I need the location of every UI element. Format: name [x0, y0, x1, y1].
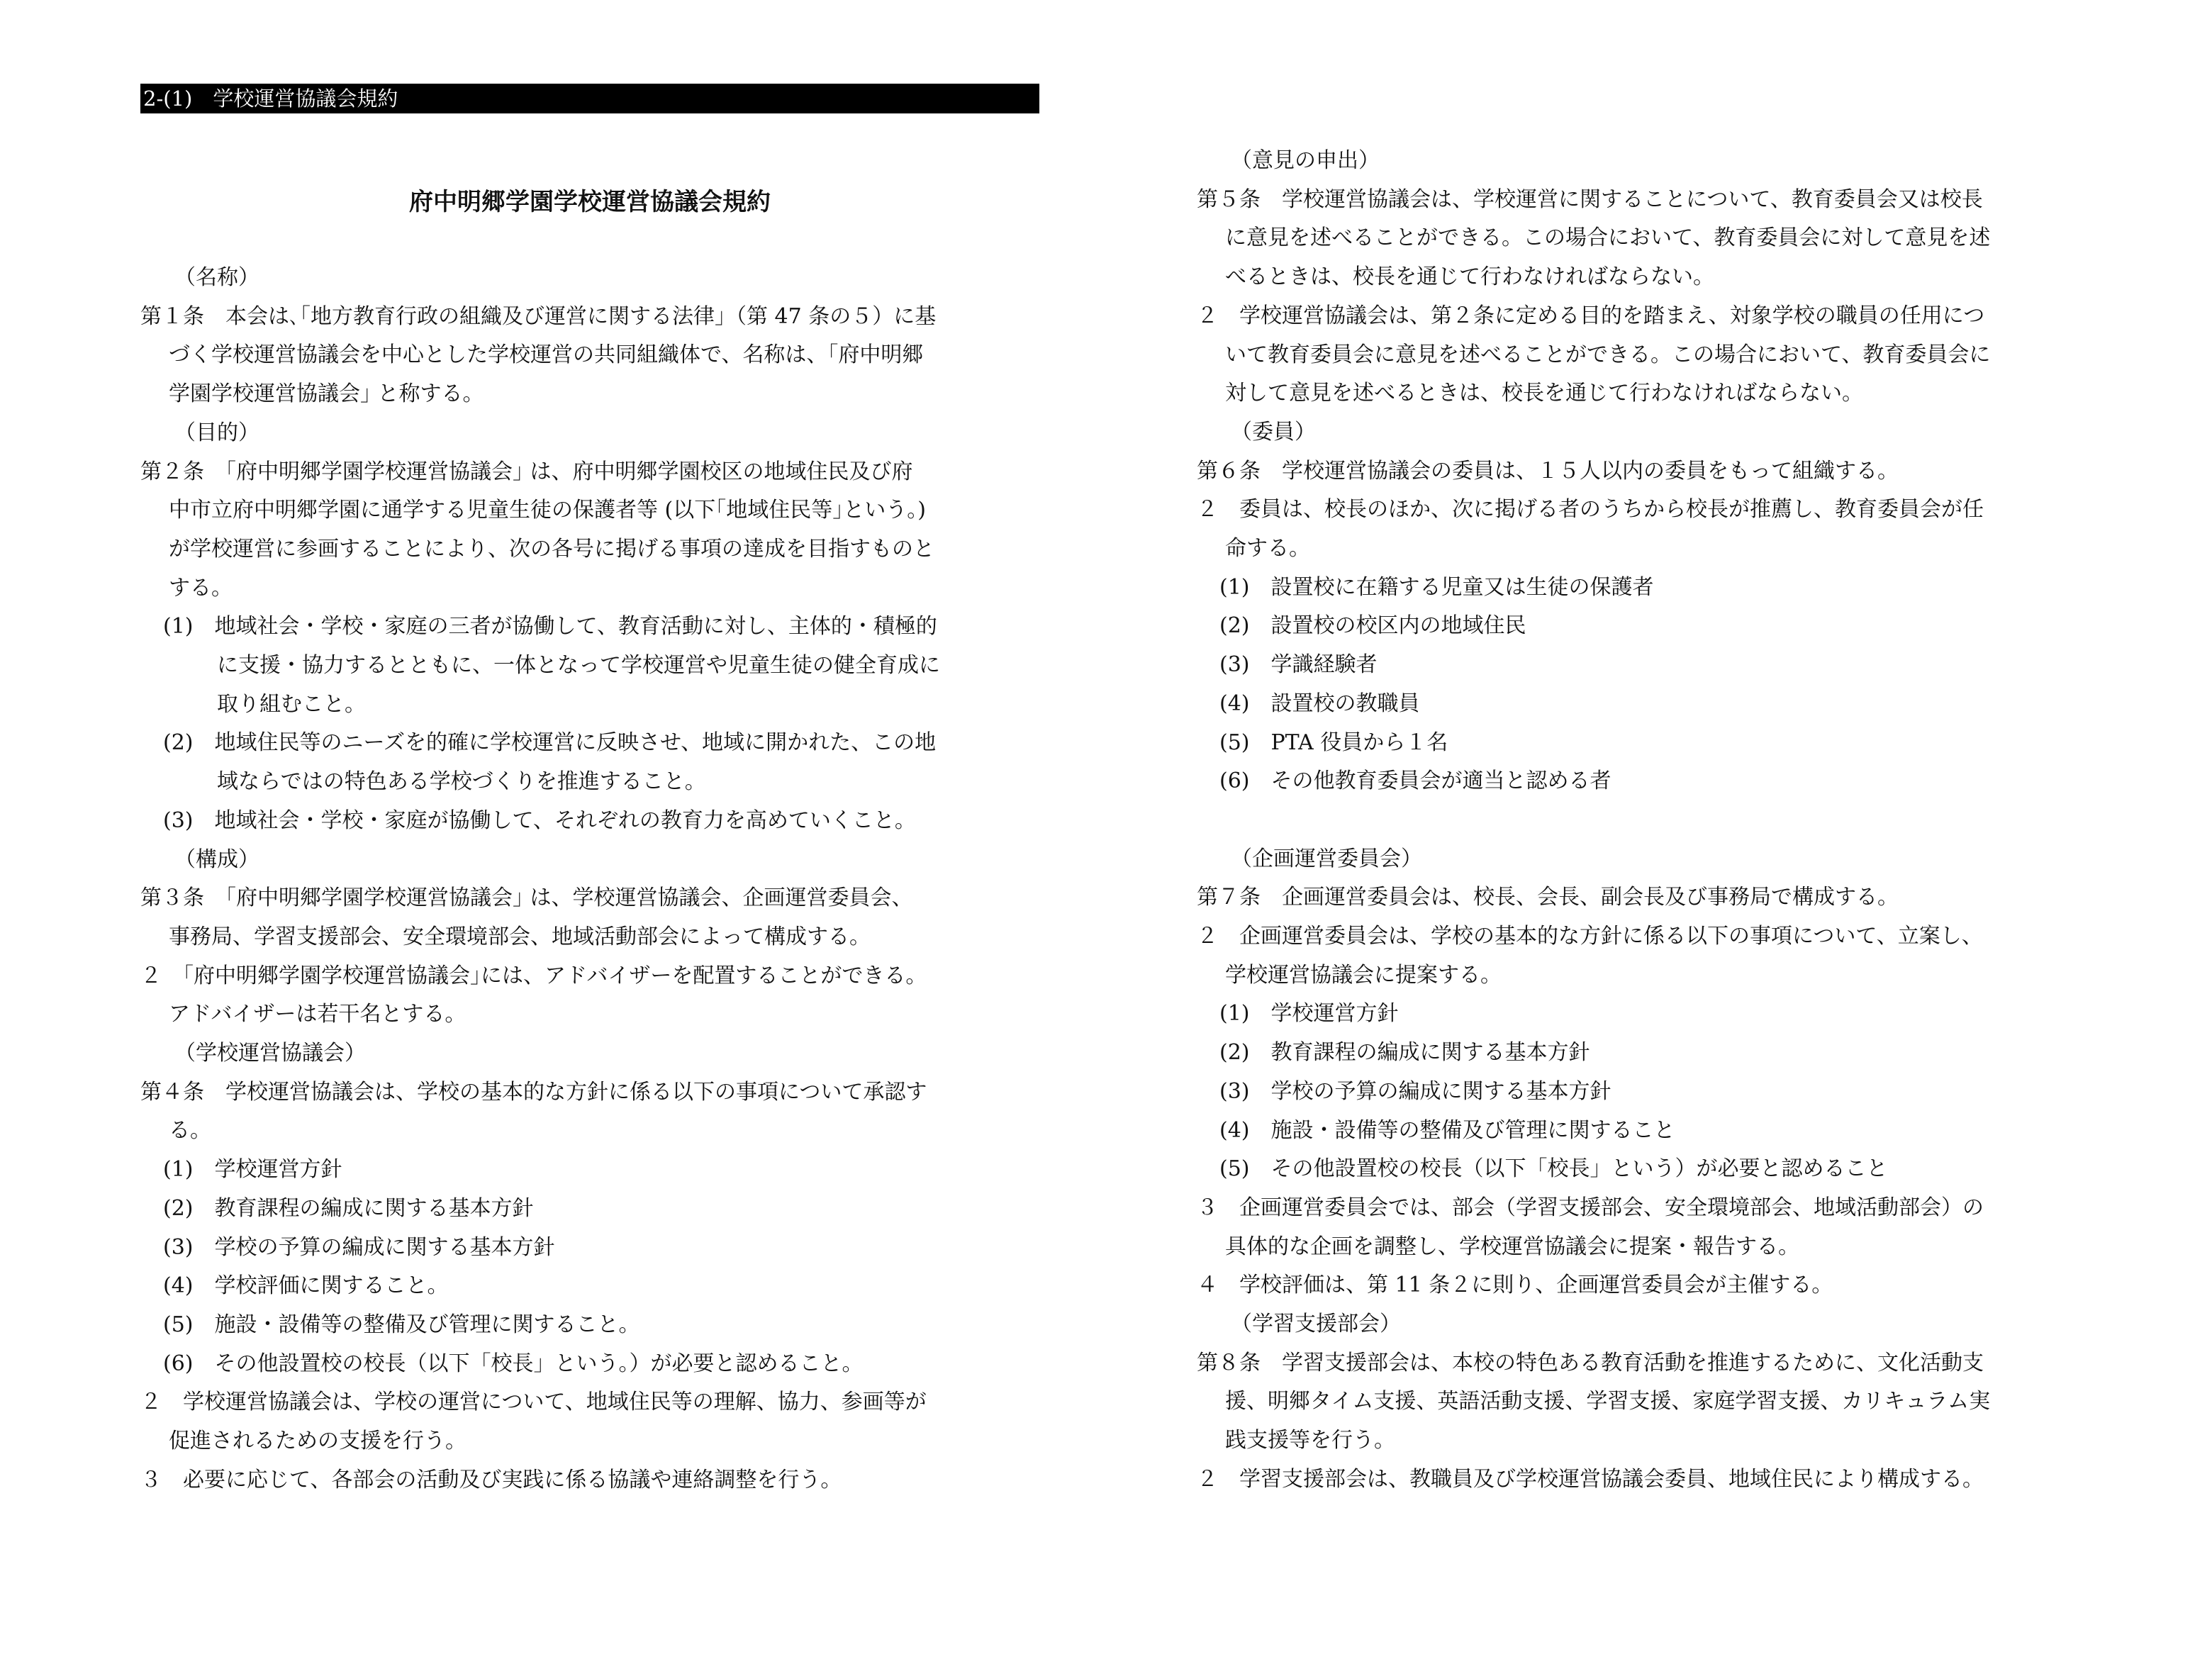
article-text: 第３条 ｢府中明郷学園学校運営協議会｣ は、学校運営協議会、企画運営委員会、 [140, 886, 913, 911]
right-column [1197, 142, 2111, 1499]
list-item: (6) その他設置校の校長（以下「校長」という。）が必要と認めること。 [163, 1351, 864, 1376]
section-header-bar: 2-(1) 学校運営協議会規約 [140, 84, 1039, 113]
article-text: づく学校運営協議会を中心とした学校運営の共同組織体で、名称は、｢府中明郷 [169, 342, 924, 368]
article-text: 中市立府中明郷学園に通学する児童生徒の保護者等 (以下｢地域住民等｣という。) [169, 498, 926, 523]
clause-text: ２ 企画運営委員会は、学校の基本的な方針に係る以下の事項について、立案し、 [1197, 924, 1983, 949]
article-text: 第１条 本会は､｢地方教育行政の組織及び運営に関する法律｣（第 47 条の５）に基 [140, 303, 937, 329]
article-text: 践支援等を行う。 [1225, 1428, 1395, 1453]
list-item: (2) 地域住民等のニーズを的確に学校運営に反映させ、地域に開かれた、この地 [163, 730, 937, 756]
left-column [140, 259, 1048, 1500]
clause-text: いて教育委員会に意見を述べることができる。この場合において、教育委員会に [1225, 342, 1991, 367]
list-item: (2) 設置校の校区内の地域住民 [1219, 613, 1526, 639]
section-caption: （名称） [174, 265, 259, 290]
article-text: 第２条 ｢府中明郷学園学校運営協議会｣ は、府中明郷学園校区の地域住民及び府 [140, 459, 913, 484]
article-text: に意見を述べることができる。この場合において、教育委員会に対して意見を述 [1225, 225, 1991, 251]
clause-text: 具体的な企画を調整し、学校運営協議会に提案・報告する。 [1225, 1234, 1799, 1259]
list-item: (4) 設置校の教職員 [1219, 691, 1420, 716]
article-text: 第６条 学校運営協議会の委員は、１５人以内の委員をもって組織する。 [1197, 458, 1899, 484]
clause-text: 促進されるための支援を行う。 [169, 1429, 467, 1454]
document-title: 府中明郷学園学校運営協議会規約 [409, 188, 771, 216]
section-caption: （委員） [1231, 419, 1316, 445]
clause-text: ２ 委員は、校長のほか、次に掲げる者のうちから校長が推薦し、教育委員会が任 [1197, 497, 1984, 523]
clause-text: ２ ｢府中明郷学園学校運営協議会｣には、アドバイザーを配置することができる。 [140, 963, 927, 988]
article-text: 第５条 学校運営協議会は、学校運営に関することについて、教育委員会又は校長 [1197, 186, 1983, 212]
section-caption: （目的） [174, 420, 259, 445]
article-text: する。 [169, 575, 233, 601]
section-caption: （意見の申出） [1231, 148, 1380, 173]
section-caption: （構成） [174, 847, 259, 872]
article-text: 援、明郷タイム支援、英語活動支援、学習支援、家庭学習支援、カリキュラム実 [1225, 1389, 1991, 1414]
list-item: (5) PTA 役員から１名 [1219, 730, 1448, 755]
article-text: 第８条 学習支援部会は、本校の特色ある教育活動を推進するために、文化活動支 [1197, 1350, 1984, 1375]
article-text: が学校運営に参画することにより、次の各号に掲げる事項の達成を目指すものと [169, 536, 934, 562]
article-text: 第４条 学校運営協議会は、学校の基本的な方針に係る以下の事項について承認す [140, 1079, 927, 1105]
section-caption: （企画運営委員会） [1231, 846, 1422, 871]
clause-text: アドバイザーは若干名とする。 [169, 1002, 467, 1027]
list-item: (3) 学校の予算の編成に関する基本方針 [163, 1234, 555, 1260]
list-item: (4) 施設・設備等の整備及び管理に関すること [1219, 1117, 1675, 1143]
section-caption: （学校運営協議会） [174, 1041, 366, 1066]
list-item: (4) 学校評価に関すること。 [163, 1273, 449, 1299]
clause-text: ２ 学習支援部会は、教職員及び学校運営協議会委員、地域住民により構成する。 [1197, 1466, 1984, 1492]
list-item: (1) 設置校に在籍する児童又は生徒の保護者 [1219, 574, 1654, 600]
clause-text: 対して意見を述べるときは、校長を通じて行わなければならない。 [1225, 381, 1863, 406]
article-text: 事務局、学習支援部会、安全環境部会、地域活動部会によって構成する。 [169, 924, 871, 949]
clause-text: ４ 学校評価は、第 11 条２に則り、企画運営委員会が主催する。 [1197, 1273, 1833, 1298]
article-text: 学園学校運営協議会｣ と称する。 [169, 381, 484, 407]
list-item: (6) その他教育委員会が適当と認める者 [1219, 769, 1611, 794]
section-caption: （学習支援部会） [1231, 1312, 1401, 1337]
list-item: (5) 施設・設備等の整備及び管理に関すること。 [163, 1312, 640, 1337]
list-item: (1) 学校運営方針 [163, 1157, 342, 1183]
list-item: (3) 学識経験者 [1219, 652, 1378, 678]
list-item: (3) 地域社会・学校・家庭が協働して、それぞれの教育力を高めていくこと。 [163, 808, 916, 833]
clause-text: ２ 学校運営協議会は、学校の運営について、地域住民等の理解、協力、参画等が [140, 1390, 927, 1415]
list-item: 取り組むこと。 [217, 691, 366, 717]
clause-text: ３ 企画運営委員会では、部会（学習支援部会、安全環境部会、地域活動部会）の [1197, 1195, 1984, 1220]
clause-text: ２ 学校運営協議会は、第２条に定める目的を踏まえ、対象学校の職員の任用につ [1197, 303, 1985, 328]
list-item: (1) 学校運営方針 [1219, 1001, 1399, 1027]
list-item: (5) その他設置校の校長（以下「校長」という）が必要と認めること [1219, 1156, 1888, 1182]
list-item: (2) 教育課程の編成に関する基本方針 [1219, 1040, 1590, 1066]
clause-text: ３ 必要に応じて、各部会の活動及び実践に係る協議や連絡調整を行う。 [140, 1467, 842, 1492]
list-item: (1) 地域社会・学校・家庭の三者が協働して、教育活動に対し、主体的・積極的 [163, 614, 937, 639]
list-item: に支援・協力するとともに、一体となって学校運営や児童生徒の健全育成に [217, 653, 940, 678]
clause-text: 命する。 [1225, 536, 1310, 562]
article-text: べるときは、校長を通じて行わなければならない。 [1225, 264, 1714, 290]
list-item: (2) 教育課程の編成に関する基本方針 [163, 1195, 534, 1221]
article-text: 第７条 企画運営委員会は、校長、会長、副会長及び事務局で構成する。 [1197, 885, 1899, 910]
list-item: (3) 学校の予算の編成に関する基本方針 [1219, 1078, 1611, 1104]
list-item: 域ならではの特色ある学校づくりを推進すること。 [217, 769, 706, 795]
article-text: る。 [169, 1118, 211, 1144]
blank-line [1197, 801, 2111, 840]
clause-text: 学校運営協議会に提案する。 [1225, 962, 1502, 988]
